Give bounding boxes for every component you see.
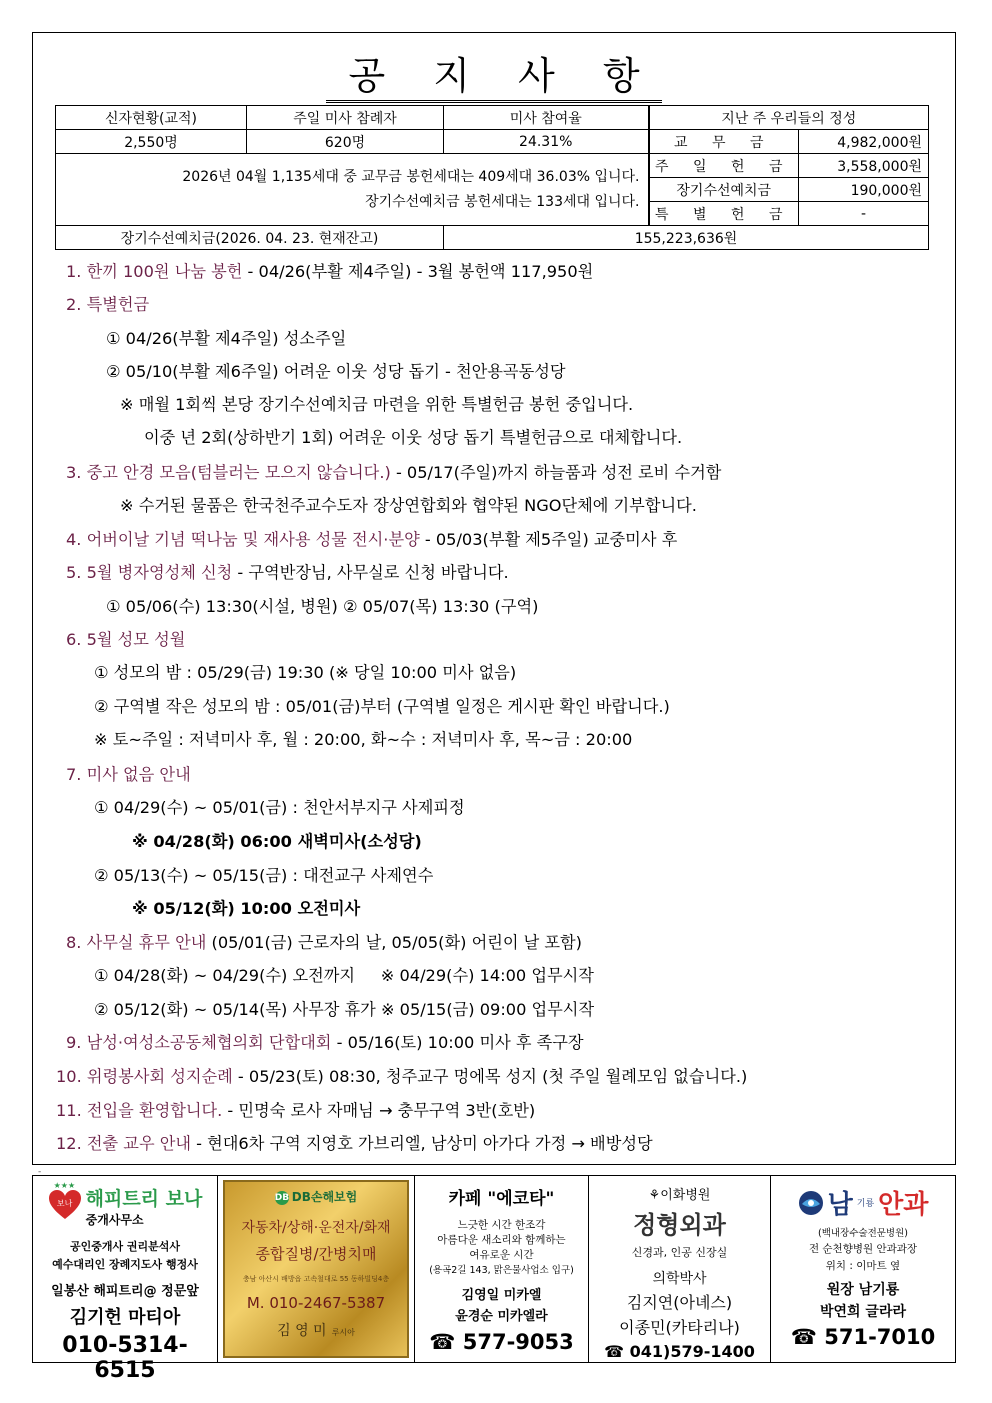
ad-cafe-echota xyxy=(415,1176,589,1362)
notice-item xyxy=(94,862,433,886)
ad3-phone-line: ☎ 577-9053 xyxy=(429,1330,574,1354)
deposit-label: 장기수선예치금(2026. 04. 23. 현재잔고) xyxy=(56,226,444,250)
household-note: 2026년 04월 1,135세대 중 교무금 봉헌세대는 409세대 36.03% 입니다. 장기수선예치금 봉헌세대는 133세대 입니다. xyxy=(56,154,649,226)
ad3-desc3: 여유로운 시간 xyxy=(469,1249,534,1261)
ad4-person2: 이종민(카타리나) xyxy=(619,1318,740,1337)
notice-item xyxy=(120,492,697,516)
notice-heading: 한끼 100원 나눔 봉헌 xyxy=(86,262,243,281)
notice-item xyxy=(66,559,509,583)
hospital-logo-icon: ⚘ xyxy=(648,1188,661,1203)
notice-text: ※ 05/12(화) 10:00 오전미사 xyxy=(132,899,361,918)
notice-item xyxy=(132,828,422,852)
stats-header: 미사 참여율 xyxy=(444,106,649,130)
ad-db-insurance xyxy=(218,1176,415,1362)
notice-text: ※ 04/28(화) 06:00 새벽미사(소성당) xyxy=(132,832,422,851)
stats-table xyxy=(55,105,929,250)
ad4-top: ⚘이화병원 xyxy=(648,1188,711,1203)
notice-number: 10. xyxy=(56,1067,87,1086)
ad5-person2: 박연희 글라라 xyxy=(819,1304,907,1320)
gold-card xyxy=(223,1180,409,1358)
ad2-phone: M. 010-2467-5387 xyxy=(246,1294,386,1312)
notice-number: 6. xyxy=(66,630,87,649)
notice-text: ※ 토~주일 : 저녁미사 후, 월 : 20:00, 화~수 : 저녁미사 후, 목~금 : 20:00 xyxy=(94,730,633,749)
notice-item xyxy=(66,929,582,953)
ad4-person1: 김지연(아녜스) xyxy=(626,1293,733,1312)
notice-item xyxy=(94,962,594,986)
notice-item xyxy=(106,325,346,349)
stats-value: 620명 xyxy=(247,130,444,154)
notice-item xyxy=(144,424,682,448)
notice-text: ① 04/28(화) ~ 04/29(수) 오전까지 ※ 04/29(수) 14:00 업무시작 xyxy=(94,966,594,985)
ad1-phone: 010-5314-6515 xyxy=(62,1333,188,1383)
deposit-value: 155,223,636원 xyxy=(444,226,929,250)
notice-text: ① 05/06(수) 13:30(시설, 병원) ② 05/07(목) 13:30 (구역) xyxy=(106,597,539,616)
notice-text: - 04/26(부활 제4주일) - 3월 봉헌액 117,950원 xyxy=(242,262,594,281)
ad-strip xyxy=(32,1175,956,1383)
ad3-name: 카페 "에코타" xyxy=(448,1189,555,1209)
notice-text: 이중 년 2회(상하반기 1회) 어려운 이웃 성당 돕기 특별헌금으로 대체합니다. xyxy=(144,428,683,447)
ad5-person1: 원장 남기룡 xyxy=(826,1282,900,1298)
notice-heading: 사무실 휴무 안내 xyxy=(86,933,207,952)
ad3-person1: 김영일 미카엘 xyxy=(461,1288,542,1303)
ad5-phone-line: ☎ 571-7010 xyxy=(790,1325,936,1349)
ad5-sub2: 전 순천향병원 안과과장 xyxy=(808,1243,918,1255)
notice-text: - 05/17(주일)까지 하늘품과 성전 로비 수거함 xyxy=(390,463,722,482)
notice-number: 11. xyxy=(56,1101,87,1120)
offering-value: 190,000원 xyxy=(799,178,929,202)
notice-item xyxy=(66,526,677,550)
ad1-person: 김기헌 마티아 xyxy=(69,1307,181,1328)
ad5-logo: 남 기룡 안과 xyxy=(798,1184,929,1221)
ad-nam-eye-clinic xyxy=(771,1176,955,1362)
stats-header: 주일 미사 참례자 xyxy=(247,106,444,130)
ad5-sub3: 위치 : 이마트 옆 xyxy=(825,1260,901,1272)
offering-value: 3,558,000원 xyxy=(799,154,929,178)
notice-text: - 민명숙 로사 자매님 → 충무구역 3반(호반) xyxy=(222,1101,536,1120)
notice-heading: 전입을 환영합니다. xyxy=(86,1101,223,1120)
ad2-line2: 종합질병/간병치매 xyxy=(255,1245,377,1263)
notice-text: ② 05/10(부활 제6주일) 어려운 이웃 성당 돕기 - 천안용곡동성당 xyxy=(106,362,566,381)
notice-number: 7. xyxy=(66,765,87,784)
ad1-name: 해피트리 보나 xyxy=(85,1188,203,1210)
ad5-sub1: (백내장수술전문병원) xyxy=(817,1228,908,1239)
phone-icon: ☎ xyxy=(604,1342,630,1361)
notice-item xyxy=(106,358,565,382)
notice-item xyxy=(56,1063,747,1087)
notice-text: - 현대6차 구역 지영호 가브리엘, 남상미 아가다 가정 → 배방성당 xyxy=(191,1134,653,1153)
ad4-phone-line: ☎ 041)579-1400 xyxy=(604,1342,755,1361)
page-title: 공 지 사 항 xyxy=(33,45,955,100)
notice-text: - 05/03(부활 제5주일) 교중미사 후 xyxy=(419,530,678,549)
ad3-address: (용곡2길 143, 맑은물사업소 입구) xyxy=(429,1265,574,1276)
stats-value: 24.31% xyxy=(444,130,649,154)
notice-text: - 구역반장님, 사무실로 신청 바랍니다. xyxy=(232,563,509,582)
ad1-sub: 중개사무소 xyxy=(85,1213,144,1227)
notice-heading: 위령봉사회 성지순례 xyxy=(86,1067,233,1086)
notice-number: 5. xyxy=(66,563,87,582)
notice-item xyxy=(120,391,633,415)
notice-text: ※ 수거된 물품은 한국천주교수도자 장상연합회와 협약된 NGO단체에 기부합니다. xyxy=(120,496,697,515)
notice-item xyxy=(94,794,465,818)
notice-number: 2. xyxy=(66,295,87,314)
notice-item xyxy=(66,459,721,483)
notice-number: 1. xyxy=(66,262,87,281)
ad1-line3: 일봉산 해피트리@ 정문앞 xyxy=(51,1284,199,1299)
offering-value: 4,982,000원 xyxy=(799,130,929,154)
offering-label: 교 무 금 xyxy=(649,130,799,154)
notice-item xyxy=(66,258,593,282)
ad2-person: 김 영 미 루시아 xyxy=(277,1323,355,1339)
notice-text: ② 05/12(화) ~ 05/14(목) 사무장 휴가 ※ 05/15(금) 09:00 업무시작 xyxy=(94,1000,595,1019)
notice-number: 9. xyxy=(66,1033,87,1052)
eye-icon xyxy=(798,1190,824,1216)
notice-text: ① 성모의 밤 : 05/29(금) 19:30 (※ 당일 10:00 미사 없음) xyxy=(94,663,517,682)
notice-heading: 전출 교우 안내 xyxy=(86,1134,192,1153)
heart-house-icon: ★★★ 보나 xyxy=(48,1189,82,1223)
notice-number: 3. xyxy=(66,463,87,482)
notice-text: ② 05/13(수) ~ 05/15(금) : 대전교구 사제연수 xyxy=(94,866,434,885)
ad4-name: 정형외과 xyxy=(633,1211,726,1239)
ad-happytree xyxy=(33,1176,218,1383)
ad-ewha-orthopedics xyxy=(589,1176,771,1362)
notice-text: ① 04/29(수) ~ 05/01(금) : 천안서부지구 사제피정 xyxy=(94,798,465,817)
notice-text: - 05/23(토) 08:30, 청주교구 멍에목 성지 (첫 주일 월례모임 없습니다.) xyxy=(232,1067,748,1086)
notice-item xyxy=(56,1097,535,1121)
notice-heading: 5월 성모 성월 xyxy=(86,630,186,649)
ad3-desc2: 아름다운 새소리와 함께하는 xyxy=(437,1234,566,1246)
stats-value: 2,550명 xyxy=(56,130,247,154)
offering-value: - xyxy=(799,202,929,226)
notice-item xyxy=(66,761,191,785)
notice-item xyxy=(94,996,594,1020)
notice-item xyxy=(94,726,632,750)
notice-heading: 어버이날 기념 떡나눔 및 재사용 성물 전시·분양 xyxy=(86,530,420,549)
db-logo: DB DB손해보험 xyxy=(274,1190,358,1204)
separator-mark: - xyxy=(38,1167,42,1177)
stats-header: 신자현황(교적) xyxy=(56,106,247,130)
notice-item xyxy=(66,1029,584,1053)
offering-label: 주 일 헌 금 xyxy=(649,154,799,178)
notice-text: ② 구역별 작은 성모의 밤 : 05/01(금)부터 (구역별 일정은 게시판 확인 바랍니다.) xyxy=(94,697,670,716)
notice-heading: 남성·여성소공동체협의회 단합대회 xyxy=(86,1033,332,1052)
notice-item xyxy=(132,895,360,919)
notice-item xyxy=(56,1130,653,1154)
notice-number: 4. xyxy=(66,530,87,549)
ad1-line1: 공인중개사 권리분석사 xyxy=(69,1240,181,1253)
offering-label: 특 별 헌 금 xyxy=(649,202,799,226)
notice-item xyxy=(66,626,185,650)
phone-icon: ☎ xyxy=(790,1325,825,1349)
db-logo-icon: DB xyxy=(274,1192,290,1203)
notice-number: 8. xyxy=(66,933,87,952)
ad3-desc1: 느긋한 시간 한조각 xyxy=(457,1219,546,1231)
notice-heading: 특별헌금 xyxy=(86,295,150,314)
notice-item xyxy=(94,659,516,683)
ad4-sub: 신경과, 인공 신장실 xyxy=(631,1246,728,1259)
notice-text: (05/01(금) 근로자의 날, 05/05(화) 어린이 날 포함) xyxy=(206,933,582,952)
offering-title: 지난 주 우리들의 정성 xyxy=(649,106,929,130)
ad1-line2: 예수대리인 장례지도사 행정사 xyxy=(52,1258,198,1271)
notice-item xyxy=(66,291,149,315)
notice-text: - 05/16(토) 10:00 미사 후 족구장 xyxy=(331,1033,584,1052)
ad4-title: 의학박사 xyxy=(652,1271,707,1287)
notice-text: ※ 매월 1회씩 본당 장기수선예치금 마련을 위한 특별헌금 봉헌 중입니다. xyxy=(120,395,634,414)
ad2-line1: 자동차/상해·운전자/화재 xyxy=(241,1220,391,1236)
offering-label: 장기수선예치금 xyxy=(649,178,799,202)
notice-number: 12. xyxy=(56,1134,87,1153)
notice-item xyxy=(106,593,538,617)
ad2-address: 충남 아산시 배방읍 고속철대로 55 동하빌딩4층 xyxy=(242,1275,390,1283)
notice-item xyxy=(94,693,670,717)
notice-heading: 중고 안경 모음(텀블러는 모으지 않습니다.) xyxy=(86,463,391,482)
phone-icon: ☎ xyxy=(429,1330,463,1354)
notice-text: ① 04/26(부활 제4주일) 성소주일 xyxy=(106,329,347,348)
ad3-person2: 윤경순 미카엘라 xyxy=(455,1309,548,1324)
notice-heading: 미사 없음 안내 xyxy=(86,765,191,784)
notice-heading: 5월 병자영성체 신청 xyxy=(86,563,233,582)
